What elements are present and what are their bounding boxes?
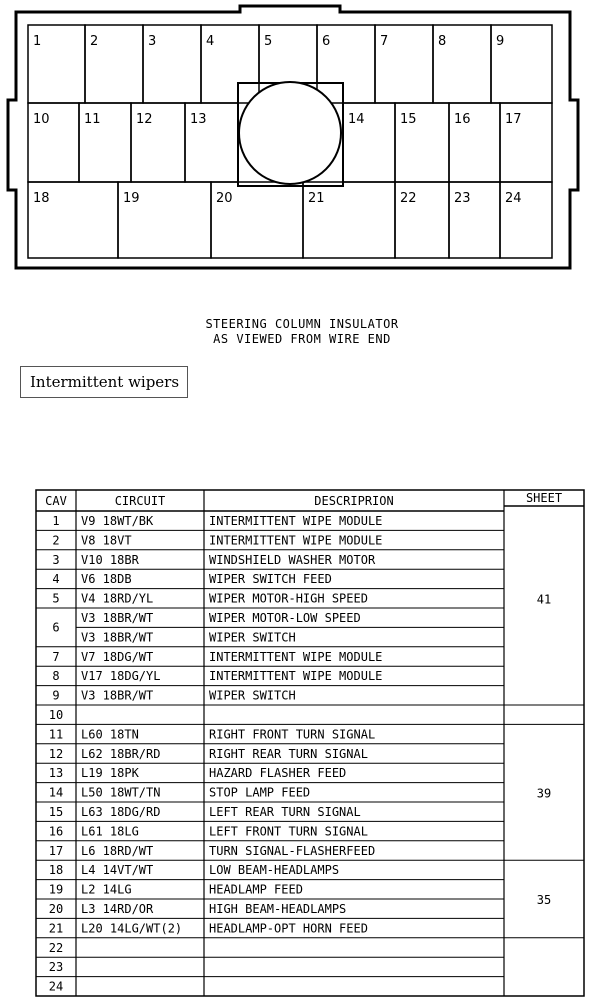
cav-number: 12	[48, 746, 64, 761]
cavity-label: 23	[454, 191, 471, 206]
cav-number: 3	[52, 552, 60, 567]
cavity-label: 16	[454, 112, 471, 127]
cav-number: 14	[48, 785, 64, 800]
circuit-description: HEADLAMP FEED	[209, 882, 303, 897]
circuit-description: TURN SIGNAL-FLASHERFEED	[209, 843, 376, 858]
cav-number: 22	[48, 940, 64, 955]
circuit-description: LEFT FRONT TURN SIGNAL	[209, 824, 368, 839]
cav-number: 1	[52, 514, 60, 528]
cavity-label: 20	[216, 191, 233, 206]
cavity-label: 6	[322, 34, 331, 49]
circuit-description: RIGHT REAR TURN SIGNAL	[209, 746, 368, 761]
circuit-description: INTERMITTENT WIPE MODULE	[209, 533, 383, 548]
cavity-label: 5	[264, 34, 273, 49]
circuit-description: WINDSHIELD WASHER MOTOR	[209, 552, 376, 567]
cavity-label: 17	[505, 112, 522, 127]
cav-number: 11	[48, 727, 64, 742]
cav-number: 15	[48, 805, 64, 819]
cav-number: 21	[48, 921, 64, 936]
cavity-label: 19	[123, 191, 140, 206]
circuit-description: WIPER SWITCH	[209, 630, 296, 645]
circuit-code: L4 14VT/WT	[81, 863, 154, 878]
circuit-code: L20 14LG/WT(2)	[81, 921, 183, 936]
cav-number: 20	[48, 902, 64, 916]
cav-number: 4	[52, 572, 60, 587]
circuit-code: V4 18RD/YL	[81, 591, 154, 606]
cav-number: 18	[48, 863, 64, 878]
header-description: DESCRIPRION	[314, 494, 394, 508]
cav-number: 13	[48, 766, 64, 781]
caption-line-1: STEERING COLUMN INSULATOR	[205, 317, 399, 331]
cav-number: 5	[52, 591, 60, 606]
cavity-label: 14	[348, 112, 365, 127]
cav-number: 6	[52, 620, 60, 635]
note-text: Intermittent wipers	[30, 373, 180, 391]
circuit-code: L19 18PK	[81, 766, 139, 781]
cavity-label: 9	[496, 34, 505, 49]
circuit-code: V7 18DG/WT	[81, 649, 154, 664]
cav-number: 2	[52, 533, 60, 548]
circuit-code: V9 18WT/BK	[81, 514, 154, 528]
circuit-description: WIPER SWITCH FEED	[209, 572, 332, 587]
circuit-code: L50 18WT/TN	[81, 785, 161, 800]
circuit-description: WIPER MOTOR-LOW SPEED	[209, 611, 361, 625]
cavity-label: 13	[190, 112, 207, 127]
caption-line-2: AS VIEWED FROM WIRE END	[213, 332, 391, 346]
circuit-code: L62 18BR/RD	[81, 746, 161, 761]
cavity-label: 8	[438, 34, 447, 49]
circuit-code: V17 18DG/YL	[81, 669, 161, 684]
circuit-code: L6 18RD/WT	[81, 843, 154, 858]
circuit-code: L61 18LG	[81, 824, 139, 839]
header-cav: CAV	[45, 494, 67, 508]
cavity-label: 21	[308, 191, 325, 206]
circuit-description: LOW BEAM-HEADLAMPS	[209, 863, 340, 878]
circuit-code: L63 18DG/RD	[81, 805, 161, 819]
cav-number: 17	[48, 843, 64, 858]
cavity-label: 15	[400, 112, 417, 127]
cavity-label: 12	[136, 112, 153, 127]
cavity-label: 10	[33, 112, 50, 127]
circuit-description: RIGHT FRONT TURN SIGNAL	[209, 727, 376, 742]
circuit-description: WIPER SWITCH	[209, 688, 296, 703]
circuit-description: HAZARD FLASHER FEED	[209, 766, 347, 781]
circuit-description: WIPER MOTOR-HIGH SPEED	[209, 591, 368, 606]
circuit-code: V3 18BR/WT	[81, 688, 154, 703]
cavity-label: 24	[505, 191, 522, 206]
circuit-code: V6 18DB	[81, 572, 132, 587]
circuit-code: V8 18VT	[81, 533, 132, 548]
sheet-number: 41	[536, 592, 552, 607]
cav-number: 7	[52, 649, 60, 664]
circuit-description: HIGH BEAM-HEADLAMPS	[209, 902, 347, 916]
cavity-label: 1	[33, 34, 42, 49]
cavity-label: 3	[148, 34, 157, 49]
header-sheet: SHEET	[525, 491, 563, 505]
cav-number: 10	[48, 708, 64, 722]
circuit-code: L2 14LG	[81, 882, 132, 897]
circuit-code: V3 18BR/WT	[81, 630, 154, 645]
cavity-label: 7	[380, 34, 389, 49]
circuit-description: STOP LAMP FEED	[209, 785, 311, 800]
circuit-description: INTERMITTENT WIPE MODULE	[209, 649, 383, 664]
circuit-code: V3 18BR/WT	[81, 611, 154, 625]
cav-number: 24	[48, 979, 64, 994]
cavity-label: 22	[400, 191, 417, 206]
cavity-label: 18	[33, 191, 50, 206]
cav-number: 9	[52, 688, 60, 703]
cavity-label: 4	[206, 34, 215, 49]
circuit-description: LEFT REAR TURN SIGNAL	[209, 805, 361, 819]
cav-number: 23	[48, 960, 64, 975]
sheet-number: 35	[536, 893, 552, 907]
circuit-code: V10 18BR	[81, 552, 139, 567]
circuit-code: L60 18TN	[81, 727, 139, 742]
cavity-label: 2	[90, 34, 99, 49]
circuit-description: INTERMITTENT WIPE MODULE	[209, 669, 383, 684]
cav-number: 8	[52, 669, 60, 684]
circuit-description: INTERMITTENT WIPE MODULE	[209, 514, 383, 528]
cavity-label: 11	[84, 112, 101, 127]
cav-number: 16	[48, 824, 64, 839]
circuit-description: HEADLAMP-OPT HORN FEED	[209, 921, 368, 936]
sheet-number: 39	[536, 786, 552, 801]
circuit-code: L3 14RD/OR	[81, 902, 154, 916]
cav-number: 19	[48, 882, 64, 897]
header-circuit: CIRCUIT	[114, 494, 166, 508]
